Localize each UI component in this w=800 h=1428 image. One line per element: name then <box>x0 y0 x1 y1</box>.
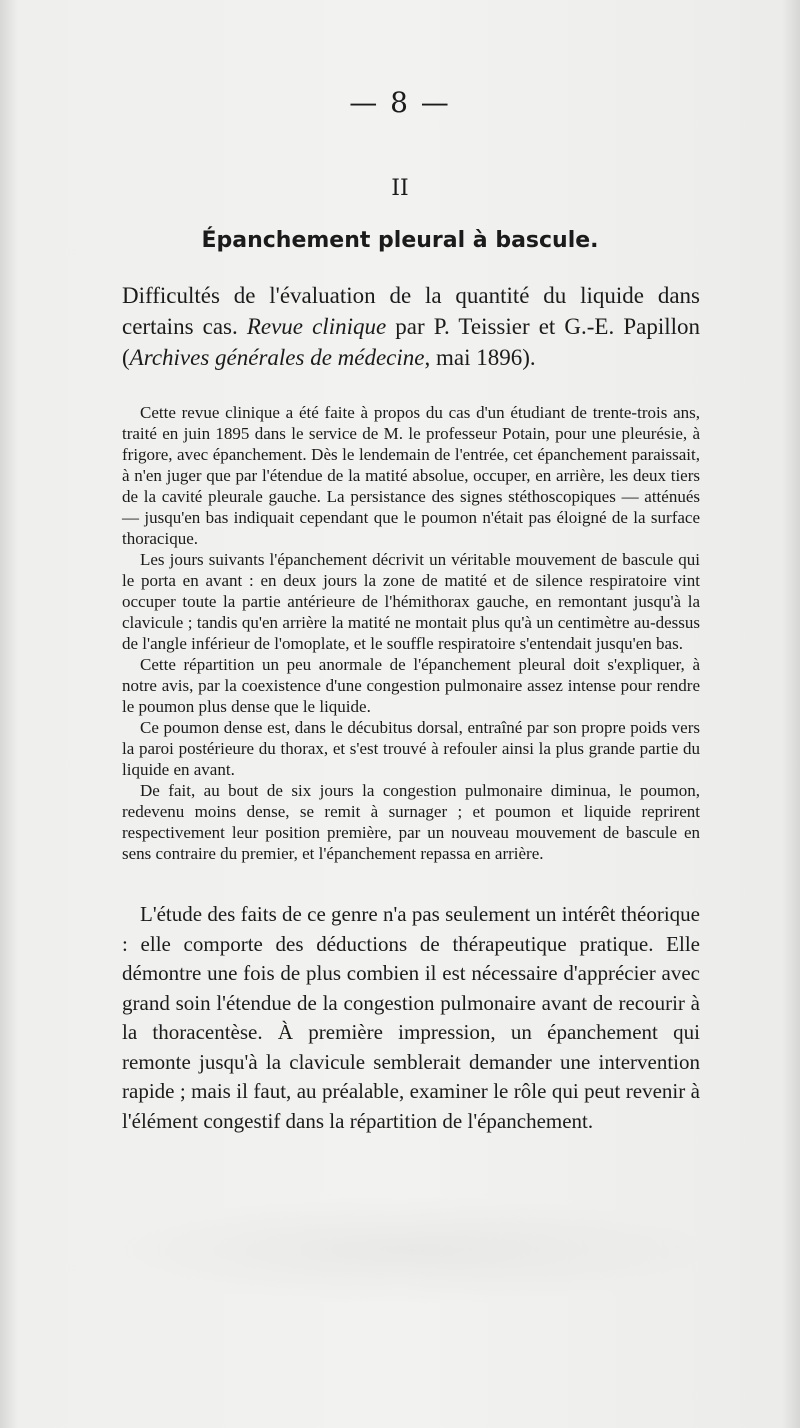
subtitle-text-1: Difficultés de l'évaluation de la quantité du liquide dans certains cas. <box>122 283 700 339</box>
summary-paragraph: Ce poumon dense est, dans le décubitus dorsal, entraîné par son propre poids vers la paroi postérieure du thorax, et s'est trouvé à refouler ainsi la plus grande partie du liquide en avant. <box>122 718 700 779</box>
subtitle-revue-clinique: Revue clinique <box>246 314 387 339</box>
subtitle-journal-name: Archives générales de médecine <box>129 345 425 370</box>
subtitle-text-2: par P. Teissier et G.-E. Papillon ( <box>122 314 700 370</box>
article-title: Épanchement pleural à bascule. <box>201 228 599 253</box>
section-numeral: II <box>391 176 409 201</box>
subtitle-text-3: , mai 1896). <box>424 345 536 370</box>
article-subtitle <box>122 280 700 373</box>
bleed-through-smudge <box>110 1195 710 1305</box>
commentary <box>122 900 700 1136</box>
commentary-paragraph: L'étude des faits de ce genre n'a pas seulement un intérêt théorique : elle comporte des déductions de thérapeutique pratique. Elle démontre une fois de plus combien il est nécessaire d'apprécier avec grand soin l'étendue de la congestion pulmonaire avant de recourir à la thoracentèse. À première impression, un épanchement qui remonte jusqu'à la clavicule semblerait demander une intervention rapide ; mais il faut, au préalable, examiner le rôle qui peut revenir à l'élément congestif dans la répartition de l'épanchement. <box>122 902 700 1133</box>
summary-paragraph: Cette revue clinique a été faite à propos du cas d'un étudiant de trente-trois ans, traité en juin 1895 dans le service de M. le professeur Potain, pour une pleurésie, à frigore, avec épanchement. Dès le lendemain de l'entrée, cet épanchement paraissait, à n'en juger que par l'étendue de la matité absolue, occuper, en arrière, les deux tiers de la cavité pleurale gauche. La persistance des signes stéthoscopiques — atténués — jusqu'en bas indiquait cependant que le poumon n'était pas éloigné de la surface thoracique. <box>122 403 700 548</box>
case-summary <box>122 402 700 864</box>
page-number: — 8 — <box>349 86 451 119</box>
summary-paragraph: Les jours suivants l'épanchement décrivit un véritable mouvement de bascule qui le porta en avant : en deux jours la zone de matité et de silence respiratoire vint occuper toute la partie antérieure de l'hémithorax gauche, en remontant jusqu'à la clavicule ; tandis qu'en arrière la matité ne montait plus qu'à un centimètre au-dessus de l'angle inférieur de l'omoplate, et le souffle respiratoire s'entendait jusqu'en bas. <box>122 550 700 653</box>
summary-paragraph: De fait, au bout de six jours la congestion pulmonaire diminua, le poumon, redevenu moins dense, se remit à surnager ; et poumon et liquide reprirent respectivement leur position première, par un nouveau mouvement de bascule en sens contraire du premier, et l'épanchement repassa en arrière. <box>122 781 700 863</box>
summary-paragraph: Cette répartition un peu anormale de l'épanchement pleural doit s'expliquer, à notre avis, par la coexistence d'une congestion pulmonaire assez intense pour rendre le poumon plus dense que le liquide. <box>122 655 700 716</box>
